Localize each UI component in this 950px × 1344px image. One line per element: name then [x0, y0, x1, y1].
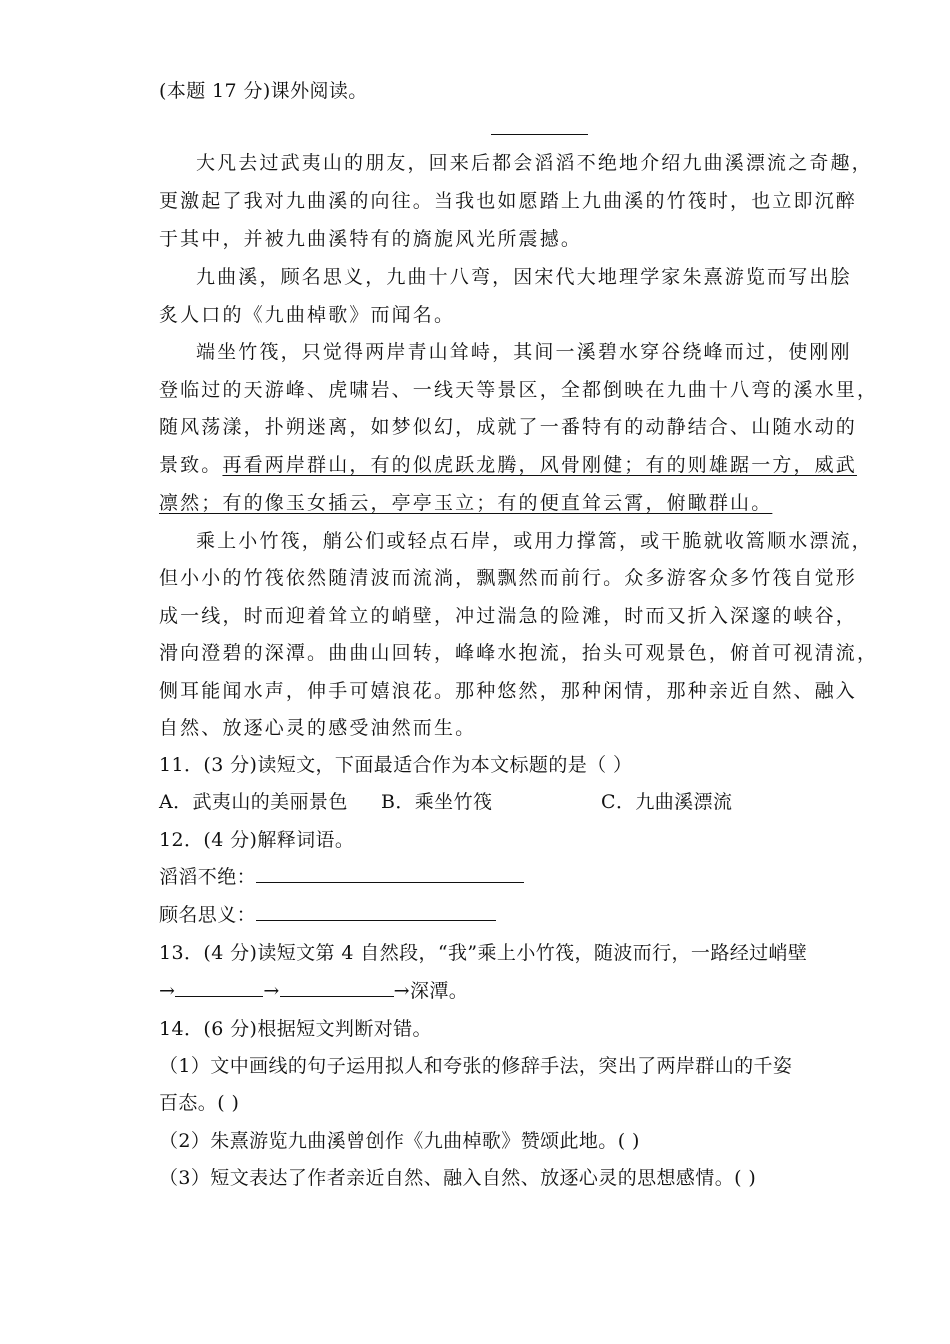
q11-option-b[interactable]: B．乘坐竹筏: [381, 791, 493, 813]
essay-text: 景致。: [159, 454, 223, 476]
essay-line: 滑向澄碧的深潭。曲曲山回转，峰峰水抱流，抬头可观景色，俯首可视清流，: [159, 642, 879, 664]
q12-item-2: [159, 902, 496, 928]
q13-route: [159, 978, 468, 1004]
term-label: 滔滔不绝：: [159, 866, 257, 888]
q11-option-c[interactable]: C．九曲溪漂流: [601, 791, 733, 813]
essay-line: 大凡去过武夷山的朋友，回来后都会滔滔不绝地介绍九曲溪漂流之奇趣，: [196, 152, 873, 174]
question-13: 13．(4 分)读短文第 4 自然段，“我”乘上小竹筏，随波而行，一路经过峭壁: [159, 942, 808, 964]
section-header: (本题 17 分)课外阅读。: [159, 80, 368, 102]
q14-item-1-cont[interactable]: 百态。( ): [159, 1092, 240, 1114]
essay-line: 成一线，时而迎着耸立的峭壁，冲过湍急的险滩，时而又折入深邃的峡谷，: [159, 605, 857, 627]
essay-line: 端坐竹筏，只觉得两岸青山耸峙，其间一溪碧水穿谷绕峰而过，使刚刚: [196, 341, 852, 363]
title-blank: [491, 134, 588, 135]
essay-line: [159, 490, 772, 516]
essay-line: 炙人口的《九曲棹歌》而闻名。: [159, 304, 456, 326]
essay-line: 但小小的竹筏依然随清波而流淌，飘飘然而前行。众多游客众多竹筏自觉形: [159, 567, 857, 589]
arrow: →: [159, 980, 176, 1002]
arrow: →: [263, 980, 280, 1002]
answer-blank[interactable]: [175, 978, 263, 997]
q14-item-3[interactable]: （3）短文表达了作者亲近自然、融入自然、放逐心灵的思想感情。( ): [159, 1167, 757, 1189]
underlined-sentence: 再看两岸群山，有的似虎跃龙腾，风骨刚健；有的则雄踞一方，威武: [222, 454, 857, 476]
q12-item-1: [159, 864, 524, 890]
underlined-sentence: 凛然；有的像玉女插云，亭亭玉立；有的便直耸云霄，俯瞰群山。: [159, 492, 773, 514]
essay-line: 自然、放逐心灵的感受油然而生。: [159, 717, 477, 739]
answer-blank[interactable]: [256, 902, 496, 921]
q14-item-2[interactable]: （2）朱熹游览九曲溪曾创作《九曲棹歌》赞颂此地。( ): [159, 1130, 640, 1152]
essay-line: 于其中，并被九曲溪特有的旖旎风光所震撼。: [159, 228, 583, 250]
essay-line: [159, 452, 857, 478]
essay-line: 九曲溪，顾名思义，九曲十八弯，因宋代大地理学家朱熹游览而写出脍: [196, 266, 852, 288]
route-end: →深潭。: [393, 980, 469, 1002]
question-14: 14．(6 分)根据短文判断对错。: [159, 1018, 432, 1040]
question-11: 11．(3 分)读短文，下面最适合作为本文标题的是（ ）: [159, 754, 633, 776]
question-12: 12．(4 分)解释词语。: [159, 829, 355, 851]
essay-line: 登临过的天游峰、虎啸岩、一线天等景区，全都倒映在九曲十八弯的溪水里，: [159, 379, 879, 401]
q14-item-1: （1）文中画线的句子运用拟人和夸张的修辞手法，突出了两岸群山的千姿: [159, 1055, 793, 1077]
essay-line: 侧耳能闻水声，伸手可嬉浪花。那种悠然，那种闲情，那种亲近自然、融入: [159, 680, 857, 702]
q11-option-a[interactable]: A．武夷山的美丽景色: [159, 791, 348, 813]
answer-blank[interactable]: [256, 864, 524, 883]
term-label: 顾名思义：: [159, 904, 257, 926]
essay-line: 乘上小竹筏，艄公们或轻点石岸，或用力撑篙，或干脆就收篙顺水漂流，: [196, 530, 873, 552]
essay-line: 随风荡漾，扑朔迷离，如梦似幻，成就了一番特有的动静结合、山随水动的: [159, 416, 857, 438]
answer-blank[interactable]: [280, 978, 394, 997]
essay-line: 更激起了我对九曲溪的向往。当我也如愿踏上九曲溪的竹筏时，也立即沉醉: [159, 190, 857, 212]
